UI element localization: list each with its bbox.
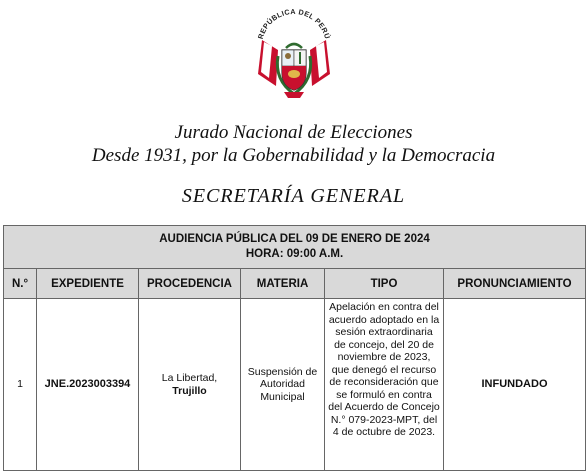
procedencia-city: Trujillo bbox=[172, 384, 207, 397]
cell-pronunciamiento: INFUNDADO bbox=[444, 299, 586, 471]
cell-procedencia bbox=[139, 299, 241, 471]
department-title: SECRETARÍA GENERAL bbox=[181, 185, 406, 207]
column-header-expediente: EXPEDIENTE bbox=[37, 269, 139, 299]
institution-name: Jurado Nacional de Elecciones bbox=[174, 122, 413, 143]
procedencia-region: La Libertad, bbox=[161, 372, 218, 384]
cell-number: 1 bbox=[4, 299, 37, 471]
column-header-tipo: TIPO bbox=[325, 269, 444, 299]
column-header-procedencia: PROCEDENCIA bbox=[139, 269, 241, 299]
table-banner bbox=[4, 226, 586, 269]
hearing-date: AUDIENCIA PÚBLICA DEL 09 DE ENERO DE 2024 bbox=[159, 233, 430, 245]
peru-coat-of-arms-emblem bbox=[248, 6, 340, 106]
institution-motto: Desde 1931, por la Gobernabilidad y la Democracia bbox=[91, 145, 496, 166]
hearing-time: HORA: 09:00 A.M. bbox=[245, 248, 344, 260]
column-header-pronunciamiento: PRONUNCIAMIENTO bbox=[444, 269, 586, 299]
column-header-number: N.° bbox=[4, 269, 37, 299]
cell-tipo: Apelación en contra del acuerdo adoptado en la sesión extraordinaria de concejo, del 20 de noviembre de 2023, que denegó el recurso de reconsideración que se formuló en contra del Acuerdo de Concejo N.° 079-2023-MPT, del 4 de octubre de 2023. bbox=[325, 299, 444, 471]
column-header-materia: MATERIA bbox=[241, 269, 325, 299]
table-banner-row bbox=[4, 226, 586, 269]
table-row bbox=[4, 299, 586, 471]
cell-materia: Suspensión de Autoridad Municipal bbox=[241, 299, 325, 471]
cell-expediente: JNE.2023003394 bbox=[37, 299, 139, 471]
svg-text:REPÚBLICA DEL PERÚ: REPÚBLICA DEL PERÚ bbox=[255, 6, 333, 41]
hearing-table bbox=[3, 225, 586, 471]
table-header-row bbox=[4, 269, 586, 299]
